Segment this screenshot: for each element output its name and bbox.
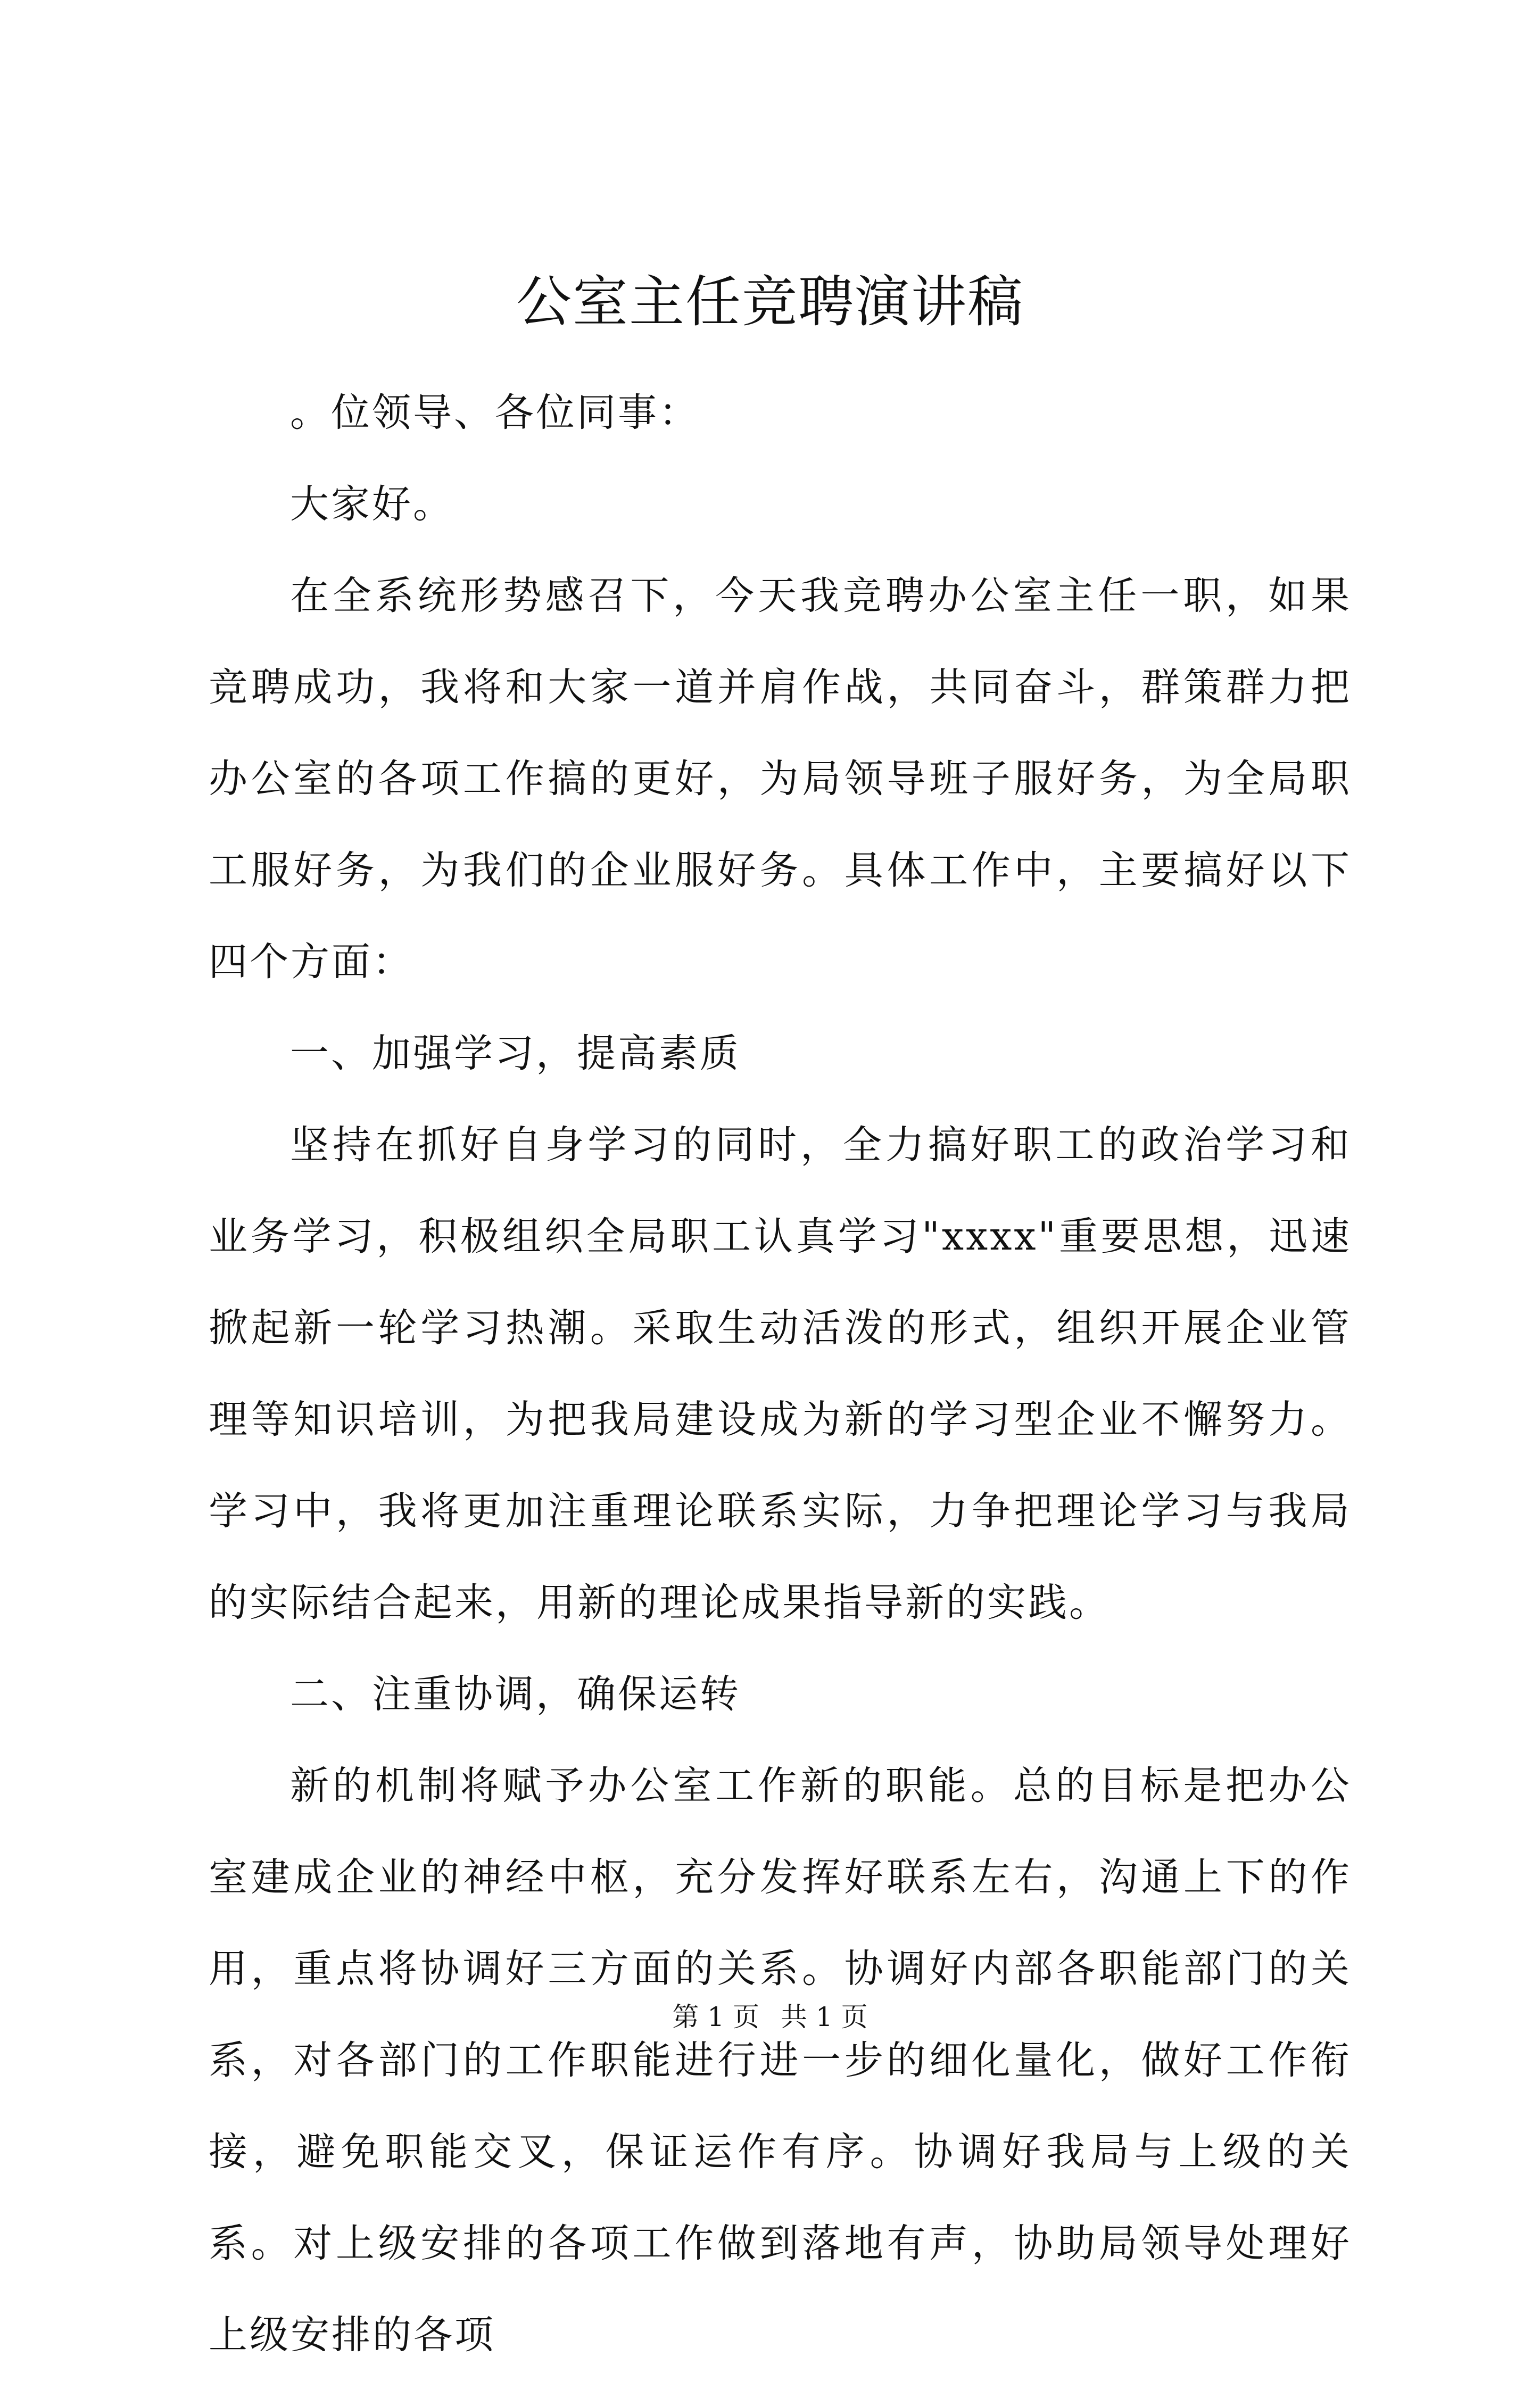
paragraph-greeting: 大家好。: [290, 482, 454, 527]
page-footer: [0, 2001, 1540, 2033]
paragraph-section-1: 坚持在抓好自身学习的同时，全力搞好职工的政治学习和业务学习，积极组织全局职工认真学习"xxxx"重要思想，迅速掀起新一轮学习热潮。采取生动活泼的形式，组织开展企业管理等知识培训，为把我局建设成为新的学习型企业不懈努力。学习中，我将更加注重理论联系实际，力争把理论学习与我局的实际结合起来，用新的理论成果指导新的实践。: [209, 1122, 1352, 1625]
page-total: 共 1 页: [781, 2002, 868, 2032]
section-heading-2: 二、注重协调，确保运转: [290, 1672, 741, 1717]
section-heading-1: 一、加强学习，提高素质: [290, 1031, 741, 1076]
paragraph-section-2: 新的机制将赋予办公室工作新的职能。总的目标是把办公室建成企业的神经中枢，充分发挥好联系左右，沟通上下的作用，重点将协调好三方面的关系。协调好内部各职能部门的关系，对各部门的工作职能进行进一步的细化量化，做好工作衔接，避免职能交叉，保证运作有序。协调好我局与上级的关系。对上级安排的各项工作做到落地有声，协助局领导处理好上级安排的各项: [209, 1763, 1352, 2358]
paragraph-salutation: 。位领导、各位同事：: [290, 390, 700, 435]
page-number: 第 1 页: [672, 2002, 759, 2032]
paragraph-intro: 在全系统形势感召下，今天我竞聘办公室主任一职，如果竞聘成功，我将和大家一道并肩作战，共同奋斗，群策群力把办公室的各项工作搞的更好，为局领导班子服好务，为全局职工服好务，为我们的企业服好务。具体工作中，主要搞好以下四个方面：: [209, 573, 1352, 985]
document-body: [209, 367, 1352, 2381]
document-title: 公室主任竞聘演讲稿: [516, 269, 1024, 334]
